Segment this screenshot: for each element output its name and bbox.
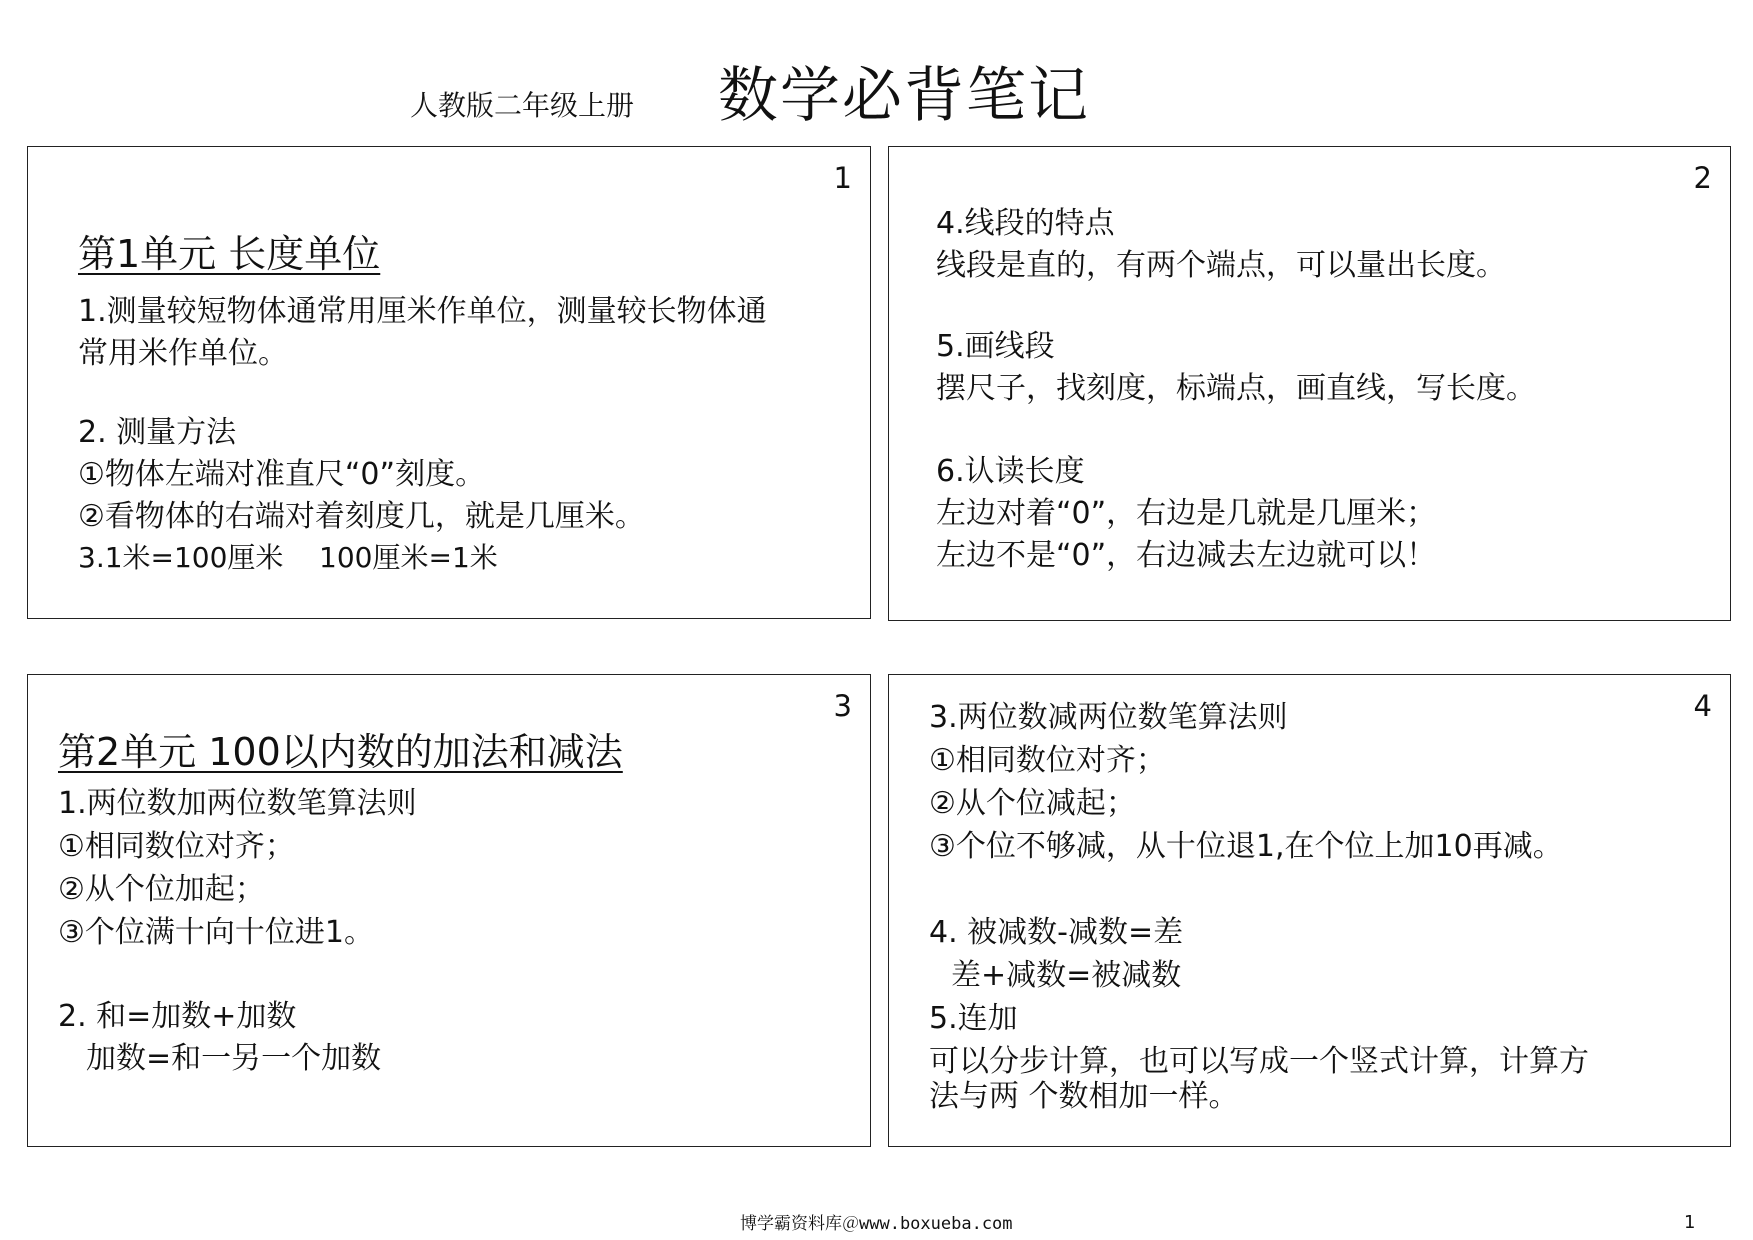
unit-title: 第1单元 长度单位 — [78, 232, 381, 276]
note-line: 3.两位数减两位数笔算法则 — [929, 700, 1288, 735]
note-line: 可以分步计算，也可以写成一个竖式计算，计算方 — [929, 1044, 1589, 1079]
note-line: 2. 和=加数+加数 — [58, 999, 297, 1034]
note-line: 1.测量较短物体通常用厘米作单位，测量较长物体通 — [78, 294, 767, 329]
note-line: 3.1米=100厘米 100厘米=1米 — [78, 541, 498, 574]
unit-title: 第2单元 100以内数的加法和减法 — [58, 730, 623, 774]
page-title: 数学必背笔记 — [718, 61, 1090, 131]
note-line: 加数=和一另一个加数 — [86, 1041, 382, 1076]
note-line: 常用米作单位。 — [78, 336, 288, 371]
note-line: 线段是直的，有两个端点，可以量出长度。 — [936, 248, 1506, 283]
note-line: 法与两 个数相加一样。 — [929, 1079, 1239, 1114]
note-line: ②从个位加起； — [58, 872, 265, 907]
note-line: 5.画线段 — [936, 329, 1055, 364]
note-line: ③个位不够减，从十位退1,在个位上加10再减。 — [929, 829, 1563, 864]
note-line: ①相同数位对齐； — [58, 829, 295, 864]
page-subtitle: 人教版二年级上册 — [410, 89, 635, 122]
card-number: 1 — [833, 161, 852, 195]
note-line: 4. 被减数-减数=差 — [929, 915, 1184, 950]
card-number: 3 — [833, 689, 852, 723]
note-line: ①物体左端对准直尺“0”刻度。 — [78, 457, 486, 492]
note-card-2 — [888, 146, 1731, 621]
card-number: 4 — [1693, 689, 1712, 723]
note-line: 摆尺子，找刻度，标端点，画直线，写长度。 — [936, 371, 1536, 406]
note-line: 5.连加 — [929, 1001, 1018, 1036]
note-line: ③个位满十向十位进1。 — [58, 915, 374, 950]
note-line: ②从个位减起； — [929, 786, 1136, 821]
note-line: 4.线段的特点 — [936, 206, 1115, 241]
note-line: 左边不是“0”，右边减去左边就可以！ — [936, 538, 1437, 573]
note-line: ②看物体的右端对着刻度几，就是几厘米。 — [78, 499, 645, 534]
footer-source: 博学霸资料库＠www.boxueba.com — [740, 1214, 1013, 1234]
note-card-1 — [27, 146, 871, 619]
note-line: 1.两位数加两位数笔算法则 — [58, 786, 417, 821]
card-number: 2 — [1693, 161, 1712, 195]
note-line: 2. 测量方法 — [78, 415, 237, 450]
note-line: ①相同数位对齐； — [929, 743, 1166, 778]
note-line: 左边对着“0”，右边是几就是几厘米； — [936, 496, 1437, 531]
note-line: 差+减数=被减数 — [951, 958, 1182, 993]
note-card-4 — [888, 674, 1731, 1147]
note-card-3 — [27, 674, 871, 1147]
note-line: 6.认读长度 — [936, 454, 1085, 489]
page-number: 1 — [1684, 1212, 1696, 1233]
